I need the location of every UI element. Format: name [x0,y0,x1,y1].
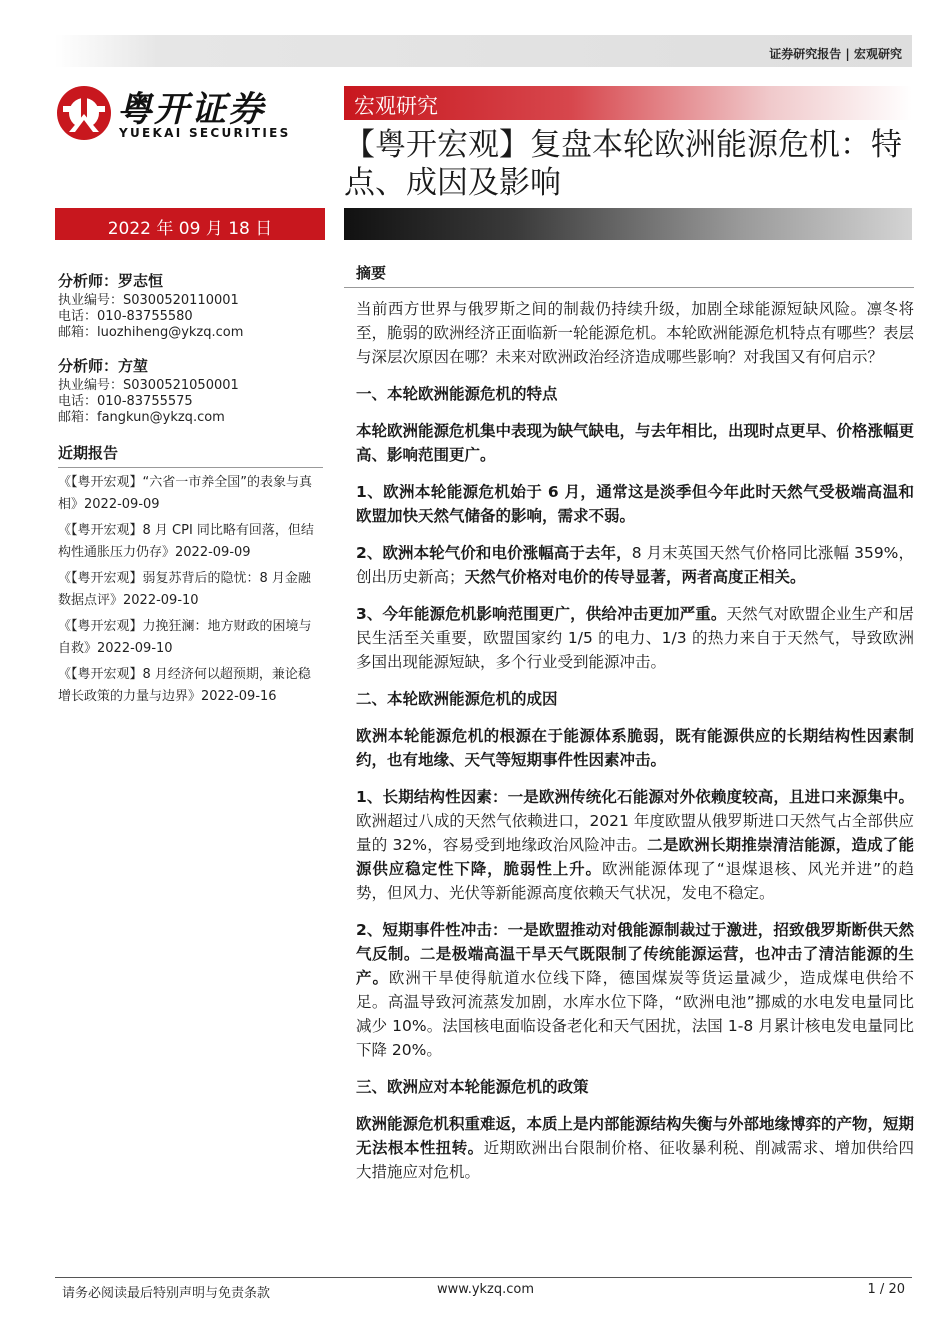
decorative-grey-bar [344,208,912,240]
company-logo [55,82,325,144]
recent-report-link[interactable]: 《【粤开宏观】8 月经济何以超预期，兼论稳增长政策的力量与边界》2022-09-16 [58,667,311,704]
analyst-license: 执业编号：S0300520110001 [58,293,239,308]
analyst-card [58,355,323,426]
footer-disclaimer: 请务必阅读最后特别声明与免责条款 [62,1286,271,1301]
paragraph: 3、今年能源危机影响范围更广，供给冲击更加严重。天然气对欧盟企业生产和居民生活至关重要，欧盟国家约 1/5 的电力、1/3 的热力来自于天然气，导致欧洲多国出现能源短缺，多个行业受到能源冲击。 [356,605,914,671]
date-banner [55,208,325,240]
logo-name-cn: 粤开证券 [117,90,266,130]
paragraph: 欧洲能源危机积重难返，本质上是内部能源结构失衡与外部地缘博弈的产物，短期无法根本性扭转。近期欧洲出台限制价格、征收暴利税、削减需求、增加供给四大措施应对危机。 [356,1115,915,1181]
yuekai-logo-icon [55,84,113,142]
paragraph: 1、欧洲本轮能源危机始于 6 月，通常这是淡季但今年此时天然气受极端高温和欧盟加快天然气储备的影响，需求不弱。 [356,483,914,525]
paragraph: 1、长期结构性因素：一是欧洲传统化石能源对外依赖度较高，且进口来源集中。欧洲超过八成的天然气依赖进口，2021 年度欧盟从俄罗斯进口天然气占全部供应量的 32%，容易受到地缘政治风险冲击。二是欧洲长期推崇清洁能源，造成了能源供应稳定性下降，脆弱性上升。欧洲能源体现了“退煤退核、风光并进”的趋势，但风力、光伏等新能源高度依赖天气状况，发电不稳定。 [356,788,914,902]
page-number: 1 / 20 [867,1282,905,1297]
recent-report-link[interactable]: 《【粤开宏观】弱复苏背后的隐忧：8 月金融数据点评》2022-09-10 [58,571,311,608]
recent-report-link[interactable]: 《【粤开宏观】力挽狂澜：地方财政的困境与自救》2022-09-10 [58,619,312,656]
footer-website-link[interactable]: www.ykzq.com [437,1282,535,1297]
sidebar [58,270,323,708]
paragraph: 2、短期事件性冲击：一是欧盟推动对俄能源制裁过于激进，招致俄罗斯断供天然气反制。二是极端高温干旱天气既限制了传统能源运营，也冲击了清洁能源的生产。欧洲干旱使得航道水位线下降，德国煤炭等货运量减少，造成煤电供给不足。高温导致河流蒸发加剧，水库水位下降，“欧洲电池”挪威的水电发电量同比减少 10%。法国核电面临设备老化和天气困扰，法国 1-8 月累计核电发电量同比下降 20%。 [356,921,914,1059]
analyst-email[interactable]: 邮箱：fangkun@ykzq.com [58,410,225,425]
recent-report-link[interactable]: 《【粤开宏观】“六省一市养全国”的表象与真相》2022-09-09 [58,475,312,512]
summary-section [344,262,914,1197]
report-title: 【粤开宏观】复盘本轮欧洲能源危机：特点、成因及影响 [344,127,902,201]
category-banner [344,86,912,120]
analyst-license: 执业编号：S0300521050001 [58,378,239,393]
section-heading: 二、本轮欧洲能源危机的成因 [356,690,558,708]
recent-reports-heading: 近期报告 [58,442,323,468]
section-lead: 欧洲本轮能源危机的根源在于能源体系脆弱，既有能源供应的长期结构性因素制约，也有地缘、天气等短期事件性因素冲击。 [356,727,914,769]
analyst-name: 分析师：罗志恒 [58,272,164,290]
section-heading: 一、本轮欧洲能源危机的特点 [356,385,558,403]
summary-heading: 摘要 [344,262,914,288]
recent-report-link[interactable]: 《【粤开宏观】8 月 CPI 同比略有回落，但结构性通胀压力仍存》2022-09-09 [58,523,314,560]
summary-intro: 当前西方世界与俄罗斯之间的制裁仍持续升级，加剧全球能源短缺风险。凛冬将至，脆弱的欧洲经济正面临新一轮能源危机。本轮欧洲能源危机特点有哪些？表层与深层次原因在哪？未来对欧洲政治经济造成哪些影响？对我国又有何启示？ [356,300,915,366]
paragraph: 2、欧洲本轮气价和电价涨幅高于去年，8 月末英国天然气价格同比涨幅 359%，创出历史新高；天然气价格对电价的传导显著，两者高度正相关。 [356,544,914,586]
analyst-phone: 电话：010-83755575 [58,394,193,409]
report-date: 2022 年 09 月 18 日 [107,219,273,239]
footer-divider [55,1277,912,1278]
report-type-label: 证券研究报告 | 宏观研究 [769,47,902,61]
header-bar [55,35,912,67]
section-heading: 三、欧洲应对本轮能源危机的政策 [356,1078,589,1096]
section-lead: 本轮欧洲能源危机集中表现为缺气缺电，与去年相比，出现时点更早、价格涨幅更高、影响范围更广。 [356,422,915,464]
logo-name-en: YUEKAI SECURITIES [119,126,291,140]
analyst-name: 分析师：方堃 [58,357,149,375]
analyst-phone: 电话：010-83755580 [58,309,193,324]
category-label: 宏观研究 [354,94,438,118]
analyst-card [58,270,323,341]
analyst-email[interactable]: 邮箱：luozhiheng@ykzq.com [58,325,244,340]
